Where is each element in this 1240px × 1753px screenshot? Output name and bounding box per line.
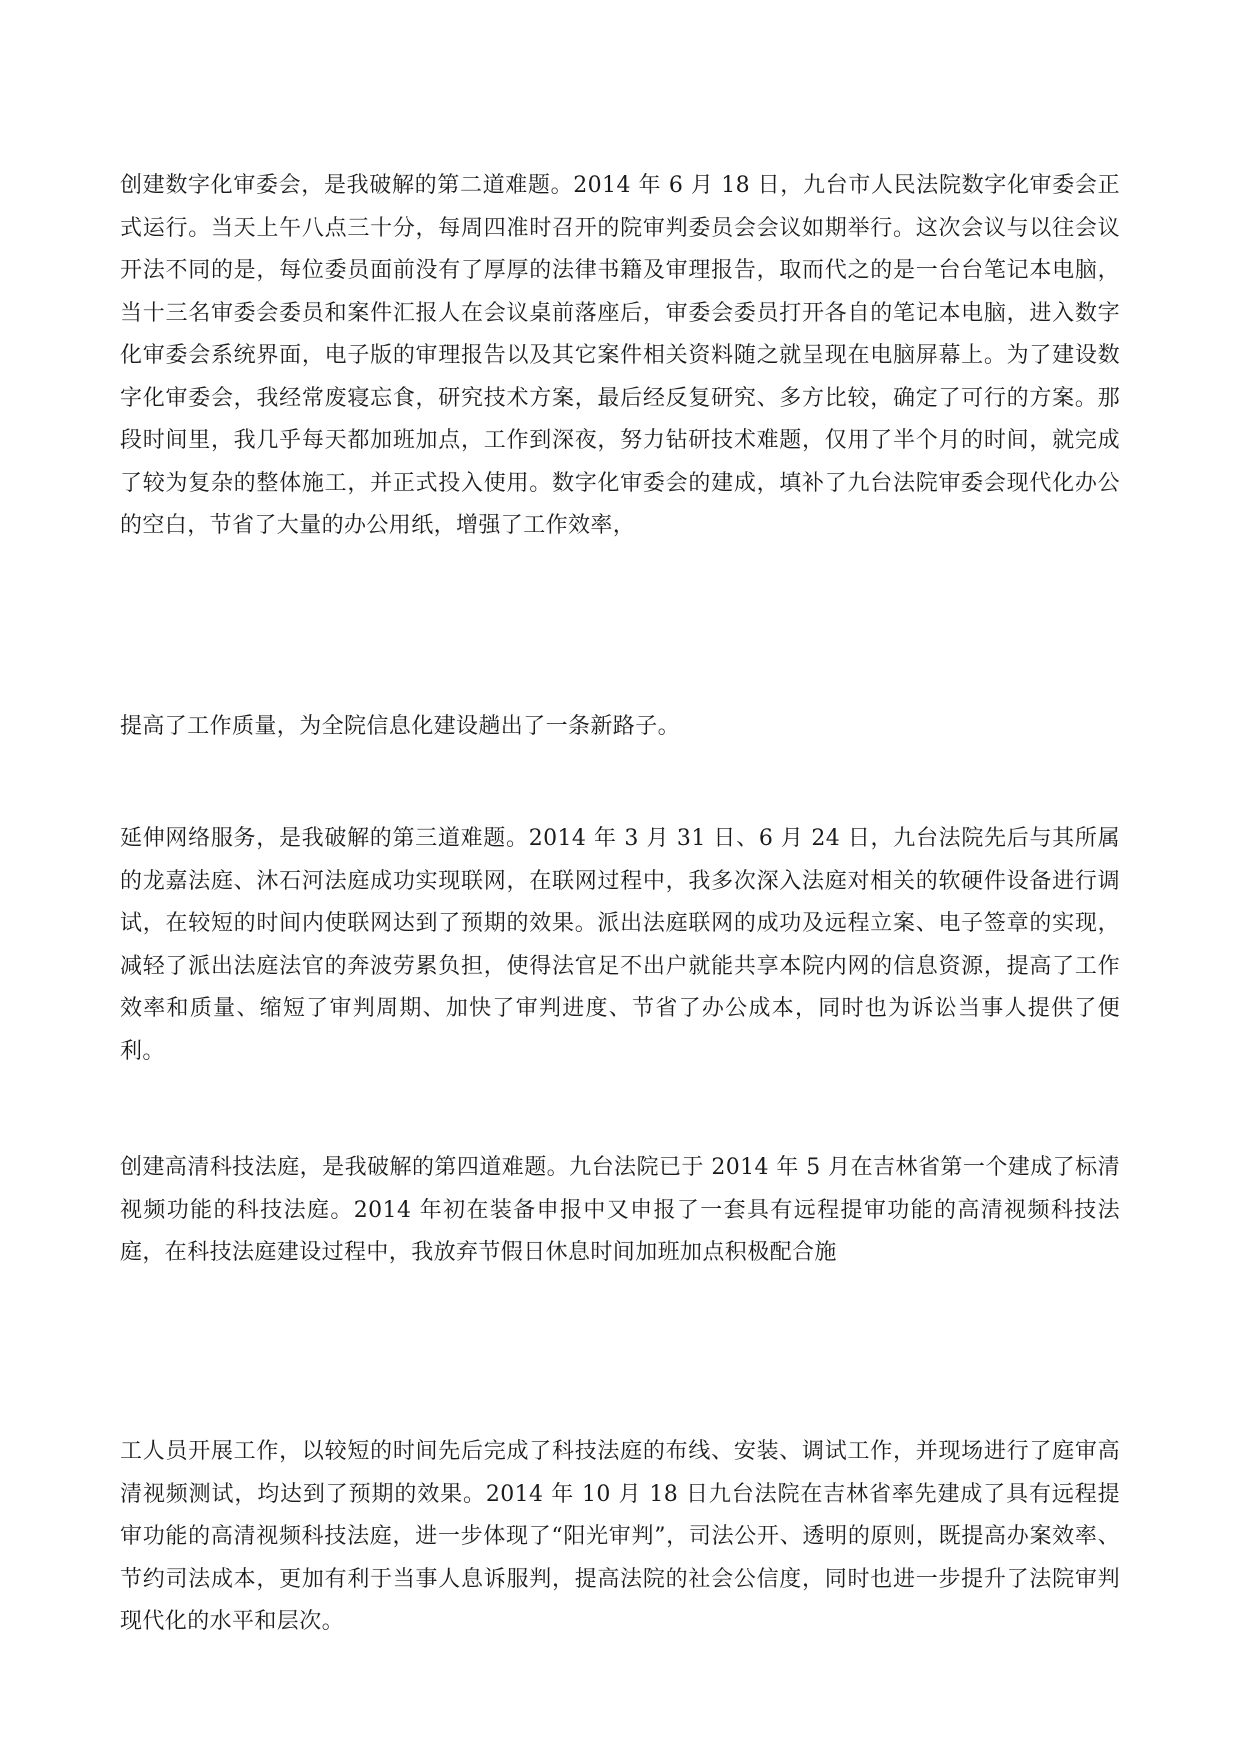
paragraph-network-extension: 延伸网络服务，是我破解的第三道难题。2014 年 3 月 31 日、6 月 24 日，九台法院先后与其所属的龙嘉法庭、沐石河法庭成功实现联网，在联网过程中，我多次深入法庭对相关的软硬件设备进行调试，在较短的时间内使联网达到了预期的效果。派出法庭联网的成功及远程立案、电子签章的实现，减轻了派出法庭法官的奔波劳累负担，使得法官足不出户就能共享本院内网的信息资源，提高了工作效率和质量、缩短了审判周期、加快了审判进度、节省了办公成本，同时也为诉讼当事人提供了便利。: [120, 826, 1120, 1064]
paragraph-hd-tech-court: 创建高清科技法庭，是我破解的第四道难题。九台法院已于 2014 年 5 月在吉林省第一个建成了标清视频功能的科技法庭。2014 年初在装备申报中又申报了一套具有远程提审功能的高清视频科技法庭，在科技法庭建设过程中，我放弃节假日休息时间加班加点积极配合施: [120, 1155, 1120, 1265]
paragraph-digital-adjudication-committee: 创建数字化审委会，是我破解的第二道难题。2014 年 6 月 18 日，九台市人民法院数字化审委会正式运行。当天上午八点三十分，每周四准时召开的院审判委员会会议如期举行。这次会议与以往会议开法不同的是，每位委员面前没有了厚厚的法律书籍及审理报告，取而代之的是一台台笔记本电脑，当十三名审委会委员和案件汇报人在会议桌前落座后，审委会委员打开各自的笔记本电脑，进入数字化审委会系统界面，电子版的审理报告以及其它案件相关资料随之就呈现在电脑屏幕上。为了建设数字化审委会，我经常废寝忘食，研究技术方案，最后经反复研究、多方比较，确定了可行的方案。那段时间里，我几乎每天都加班加点，工作到深夜，努力钻研技术难题，仅用了半个月的时间，就完成了较为复杂的整体施工，并正式投入使用。数字化审委会的建成，填补了九台法院审委会现代化办公的空白，节省了大量的办公用纸，增强了工作效率，: [120, 173, 1120, 538]
paragraph-hd-tech-court-continued: 工人员开展工作，以较短的时间先后完成了科技法庭的布线、安装、调试工作，并现场进行了庭审高清视频测试，均达到了预期的效果。2014 年 10 月 18 日九台法院在吉林省率先建成了具有远程提审功能的高清视频科技法庭，进一步体现了“阳光审判”，司法公开、透明的原则，既提高办案效率、节约司法成本，更加有利于当事人息诉服判，提高法院的社会公信度，同时也进一步提升了法院审判现代化的水平和层次。: [120, 1439, 1120, 1634]
paragraph-continuation: 提高了工作质量，为全院信息化建设趟出了一条新路子。: [120, 714, 681, 739]
